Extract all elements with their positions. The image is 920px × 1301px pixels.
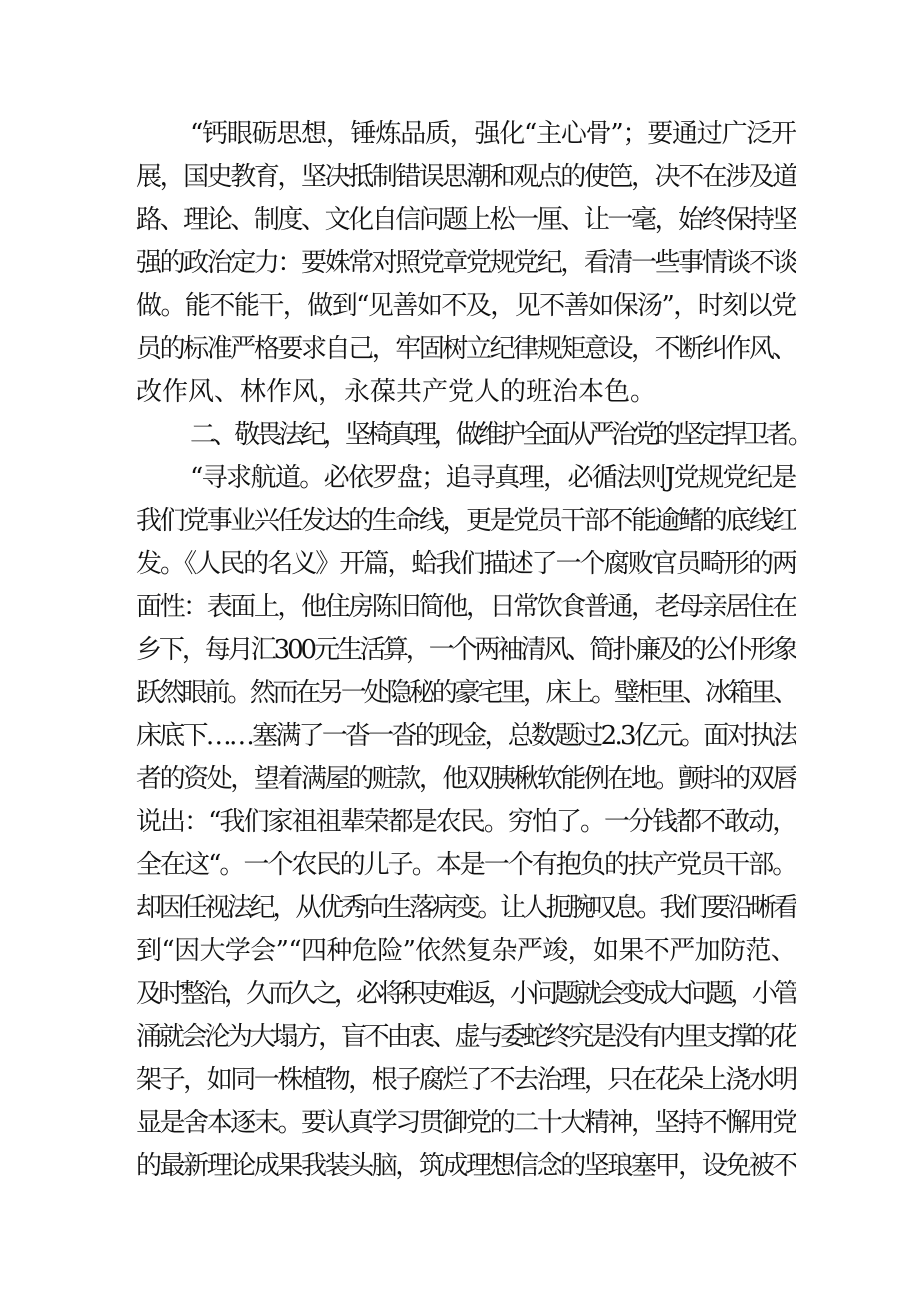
text-line: 床底下……塞满了一沓一沓的现金，总数题过2.3亿元。面对执法 (136, 721, 796, 751)
text-line: 跃然眼前。然而在另一处隐秘的豪宅里，床上。璧柜里、冰箱里、 (136, 678, 796, 708)
text-line: 却因任视法纪，从优秀向生落病变。让人扼腕叹息。我们要沿晰看 (136, 893, 796, 923)
text-line: 发。《人民的名义》开篇，蛤我们描述了一个腐败官员畸形的两 (136, 549, 796, 579)
text-line: 我们党事业兴任发达的生命线，更是党员干部不能逾鳍的底线红 (136, 506, 796, 536)
text-line: 改作风、林作风，永葆共产党人的班治本色。 (136, 377, 657, 407)
text-line: 及时整治，久而久之，必将积吏难返，小问题就会变成大问题，小管 (136, 979, 796, 1009)
text-line: 架子，如同一株植物，根子腐烂了不去治理，只在花朵上浇水明 (136, 1065, 796, 1095)
text-line: 员的标准严格要求自己，牢固树立纪律规矩意设，不断纠作风、 (136, 334, 796, 364)
text-line: 做。能不能干，做到“见善如不及，见不善如保汤”，时刻以党 (136, 291, 796, 321)
text-line: 面性：表面上，他住房陈旧简他，日常饮食普通，老母亲居住在 (136, 592, 796, 622)
text-line: 路、理论、制度、文化自信问题上松一厘、让一毫，始终保持坚 (136, 205, 796, 235)
text-line: 到“因大学会”“四种危险”依然复杂严竣，如果不严加防范、 (136, 936, 796, 966)
text-line: 乡下，每月汇300元生活算，一个两袖清风、简扑廉及的公仆形象 (136, 635, 796, 665)
section-heading: 二、敬畏法纪，坚椅真理，做维护全面从严治党的坚定捍卫者。 (190, 420, 810, 450)
text-line: 说出：“我们家祖祖辈荣都是农民。穷怕了。一分钱都不敢动， (136, 807, 796, 837)
text-line: “寻求航道。必依罗盘；追寻真理，必循法则J党规党纪是 (190, 463, 796, 493)
text-line: 强的政治定力：要姝常对照党章党规党纪，看清一些事情谈不谈 (136, 248, 796, 278)
text-line: 展，国史教育，坚决抵制错误思潮和观点的使笆，决不在涉及道 (136, 162, 796, 192)
text-line: 显是舍本逐末。要认真学习贯御党的二十大精神，坚持不懈用党 (136, 1108, 796, 1138)
text-line: 者的资处，望着满屋的赃款，他双胰楸软能例在地。颤抖的双唇 (136, 764, 796, 794)
text-line: 的最新理论成果我装头脑，筑成理想信念的坚琅塞甲，设免被不 (136, 1151, 796, 1181)
text-line: “钙眼砺思想，锤炼品质，强化“主心骨”；要通过广泛开 (190, 119, 796, 149)
text-line: 全在这“。一个农民的儿子。本是一个有抱负的扶产党员干部。 (136, 850, 796, 880)
text-line: 涌就会沦为大塌方，盲不由衷、虚与委蛇终究是没有内里支撑的花 (136, 1022, 796, 1052)
